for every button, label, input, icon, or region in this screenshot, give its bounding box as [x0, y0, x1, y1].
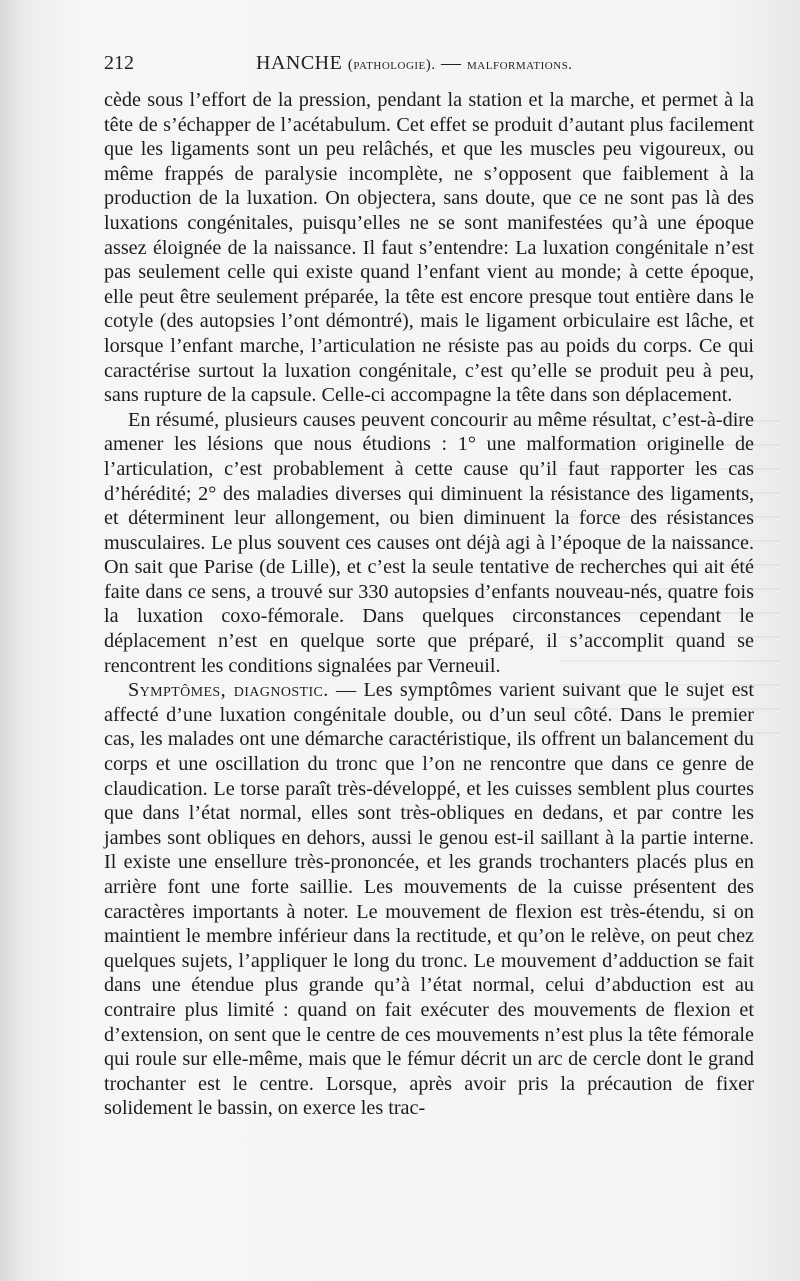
running-head-subtitle: (pathologie).	[347, 57, 436, 73]
body-text	[104, 88, 754, 1121]
page-number: 212	[104, 52, 134, 74]
paragraph-symptoms-text: — Les symptômes varient suivant que le sujet est affecté d’une luxation congénitale double, ou d’un seul côté. Dans le premier cas, les malades ont une démarche caractéristique, ils offrent un balancement du corps et une oscillation du tronc que l’on ne rencontre que dans ce genre de claudication. Le torse paraît très-développé, et les cuisses semblent plus courtes que dans l’état normal, elles sont très-obliques en dedans, et par contre les jambes sont obliques en dehors, aussi le genou est-il saillant à la partie interne. Il existe une ensellure très-prononcée, et les grands trochanters placés plus en arrière font une forte saillie. Les mouvements de la cuisse présentent des caractères importants à noter. Le mouvement de flexion est très-étendu, si on maintient le membre inférieur dans la rectitude, et qu’on le relève, on peut chez quelques sujets, l’appliquer le long du tronc. Le mouvement d’adduction se fait dans une étendue plus grande qu’à l’état normal, celui d’abduction est au contraire plus limité : quand on fait exécuter des mouvements de flexion et d’extension, on sent que le centre de ces mouvements n’est plus la tête fémorale qui roule sur elle-même, mais que le fémur décrit un arc de cercle dont le grand trochanter est le centre. Lorsque, après avoir pris la précaution de fixer solidement le bassin, on exerce les trac-	[104, 679, 755, 1120]
section-lead: Symptômes, diagnostic.	[128, 679, 329, 702]
page-header	[104, 52, 754, 82]
running-head-dash: —	[441, 52, 462, 74]
running-head	[256, 52, 573, 75]
running-head-title: HANCHE	[256, 52, 343, 74]
running-head-section: malformations.	[467, 57, 573, 73]
paragraph-continuation: cède sous l’effort de la pression, pendant la station et la marche, et permet à la tête de s’échapper de l’acétabulum. Cet effet se produit d’autant plus facilement que les ligaments sont un peu relâchés, et que les muscles peu vigoureux, ou même frappés de paralysie incomplète, ne s’opposent que faiblement à la production de la luxation. On objectera, sans doute, que ce ne sont pas là des luxations congénitales, puisqu’elles ne se sont manifestées qu’à une époque assez éloignée de la naissance. Il faut s’entendre: La luxation congénitale n’est pas seulement celle qui existe quand l’enfant vient au monde; à cette époque, elle peut être seulement préparée, la tête est encore presque tout entière dans le cotyle (des autopsies l’ont démontré), mais le ligament orbiculaire est lâche, et lorsque l’enfant marche, l’articulation ne résiste pas au poids du corps. Ce qui caractérise surtout la luxation congénitale, c’est qu’elle se produit peu à peu, sans rupture de la capsule. Celle-ci accompagne la tête dans son déplacement.	[104, 89, 754, 407]
paragraph-summary: En résumé, plusieurs causes peuvent concourir au même résultat, c’est-à-dire amener les lésions que nous étudions : 1° une malformation originelle de l’articulation, c’est probablement à cette cause qu’il faut rapporter les cas d’hérédité; 2° des maladies diverses qui diminuent la résistance des ligaments, et déterminent leur allongement, ou bien diminuent la force des résistances musculaires. Le plus souvent ces causes ont déjà agi à l’époque de la naissance. On sait que Parise (de Lille), et c’est la seule tentative de recherches qui ait été faite dans ce sens, a trouvé sur 330 autopsies d’enfants nouveau-nés, quatre fois la luxation coxo-fémorale. Dans quelques circonstances cependant le déplacement n’est en quelque sorte que préparé, il s’accomplit quand se rencontrent les conditions signalées par Verneuil.	[104, 408, 754, 677]
paragraph-symptoms	[104, 678, 754, 1121]
